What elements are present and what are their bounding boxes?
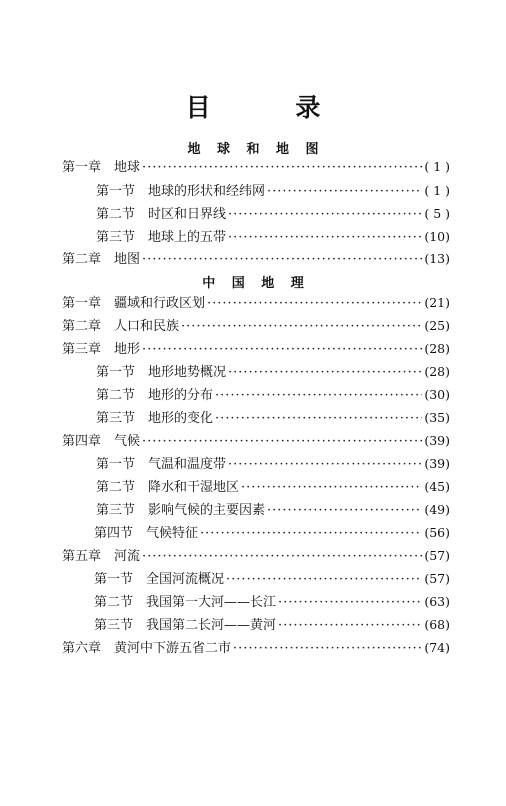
leader-dots: [207, 296, 422, 312]
toc-entry-label: 第三节 地形的变化: [96, 411, 214, 426]
leader-dots: [142, 434, 422, 450]
toc-entry-label: 第三章 地形: [62, 342, 141, 357]
leader-dots: [181, 319, 422, 335]
toc-entry-page: (57): [424, 548, 450, 563]
toc-entry: [62, 318, 450, 335]
leader-dots: [228, 230, 422, 246]
toc-entry: [62, 295, 450, 312]
page-title: 目 录: [185, 93, 359, 122]
toc-entry-page: (56): [424, 525, 450, 540]
toc-entry: [96, 410, 450, 427]
toc-entry-label: 第五章 河流: [62, 549, 141, 564]
leader-dots: [215, 388, 422, 404]
toc-entry-label: 第二节 地形的分布: [96, 388, 214, 403]
toc-entry: [94, 571, 450, 588]
toc-entry-page: (68): [424, 617, 450, 632]
toc-entry-label: 第二章 地图: [62, 252, 141, 267]
leader-dots: [226, 572, 422, 588]
toc-entry: [94, 525, 450, 542]
toc-entry-label: 第四节 气候特征: [94, 526, 199, 541]
leader-dots: [142, 549, 422, 565]
toc-entry: [96, 364, 450, 381]
toc-entry-page: (25): [424, 318, 450, 333]
toc-entry-page: (63): [424, 594, 450, 609]
toc-entry-label: 第二节 我国第一大河——长江: [94, 595, 277, 610]
toc-entry-label: 第二章 人口和民族: [62, 319, 180, 334]
toc-entry: [62, 341, 450, 358]
toc-entry-label: 第三节 地球上的五带: [96, 230, 227, 245]
leader-dots: [228, 207, 422, 223]
toc-entry-page: (57): [424, 571, 450, 586]
toc-entry-page: (74): [424, 640, 450, 655]
toc-entry: [96, 229, 450, 246]
toc-entry-page: (39): [424, 433, 450, 448]
leader-dots: [215, 411, 422, 427]
toc-entry: [96, 206, 450, 223]
leader-dots: [278, 595, 422, 611]
toc-entry-page: (45): [424, 479, 450, 494]
toc-entry-label: 第一章 地球: [62, 160, 141, 175]
toc-entry-page: (21): [424, 295, 450, 310]
toc-entry: [62, 640, 450, 657]
leader-dots: [200, 526, 422, 542]
toc-entry-page: (35): [424, 410, 450, 425]
toc-entry-label: 第一章 疆域和行政区划: [62, 296, 206, 311]
leader-dots: [228, 457, 422, 473]
leader-dots: [142, 252, 422, 268]
toc-entry-page: (10): [424, 229, 450, 244]
toc-entry-page: ( 1 ): [424, 183, 450, 198]
section-heading: 地 球 和 地 图: [187, 142, 325, 157]
leader-dots: [142, 342, 422, 358]
toc-entry-page: ( 1 ): [424, 159, 450, 174]
toc-entry-label: 第一节 地球的形状和经纬网: [96, 184, 266, 199]
toc-entry-page: (13): [424, 251, 450, 266]
leader-dots: [228, 365, 422, 381]
toc-entry-label: 第一节 气温和温度带: [96, 457, 227, 472]
toc-entry: [94, 594, 450, 611]
toc-entry-label: 第三节 我国第二长河——黄河: [94, 618, 277, 633]
toc-entry-page: (28): [424, 364, 450, 379]
toc-entry-label: 第二节 时区和日界线: [96, 207, 227, 222]
leader-dots: [267, 184, 422, 200]
toc-entry-label: 第六章 黄河中下游五省二市: [62, 641, 232, 656]
toc-entry-page: (28): [424, 341, 450, 356]
toc-entry-page: (30): [424, 387, 450, 402]
leader-dots: [241, 480, 422, 496]
toc-entry-label: 第四章 气候: [62, 434, 141, 449]
toc-entry: [62, 433, 450, 450]
toc-entry: [62, 548, 450, 565]
toc-entry: [96, 502, 450, 519]
toc-entry-label: 第一节 全国河流概况: [94, 572, 225, 587]
toc-entry-label: 第三节 影响气候的主要因素: [96, 503, 266, 518]
toc-entry: [94, 617, 450, 634]
toc-entry-label: 第一节 地形地势概况: [96, 365, 227, 380]
toc-entry: [96, 387, 450, 404]
toc-entry: [62, 159, 450, 176]
toc-entry: [96, 479, 450, 496]
toc-entry: [96, 456, 450, 473]
toc-entry: [62, 251, 450, 268]
section-heading: 中 国 地 理: [202, 276, 310, 291]
toc-entry: [96, 183, 450, 200]
leader-dots: [267, 503, 422, 519]
toc-entry-page: (49): [424, 502, 450, 517]
toc-entry-label: 第二节 降水和干湿地区: [96, 480, 240, 495]
toc-entry-page: (39): [424, 456, 450, 471]
leader-dots: [233, 641, 422, 657]
toc-entry-page: ( 5 ): [424, 206, 450, 221]
leader-dots: [278, 618, 422, 634]
leader-dots: [142, 160, 422, 176]
